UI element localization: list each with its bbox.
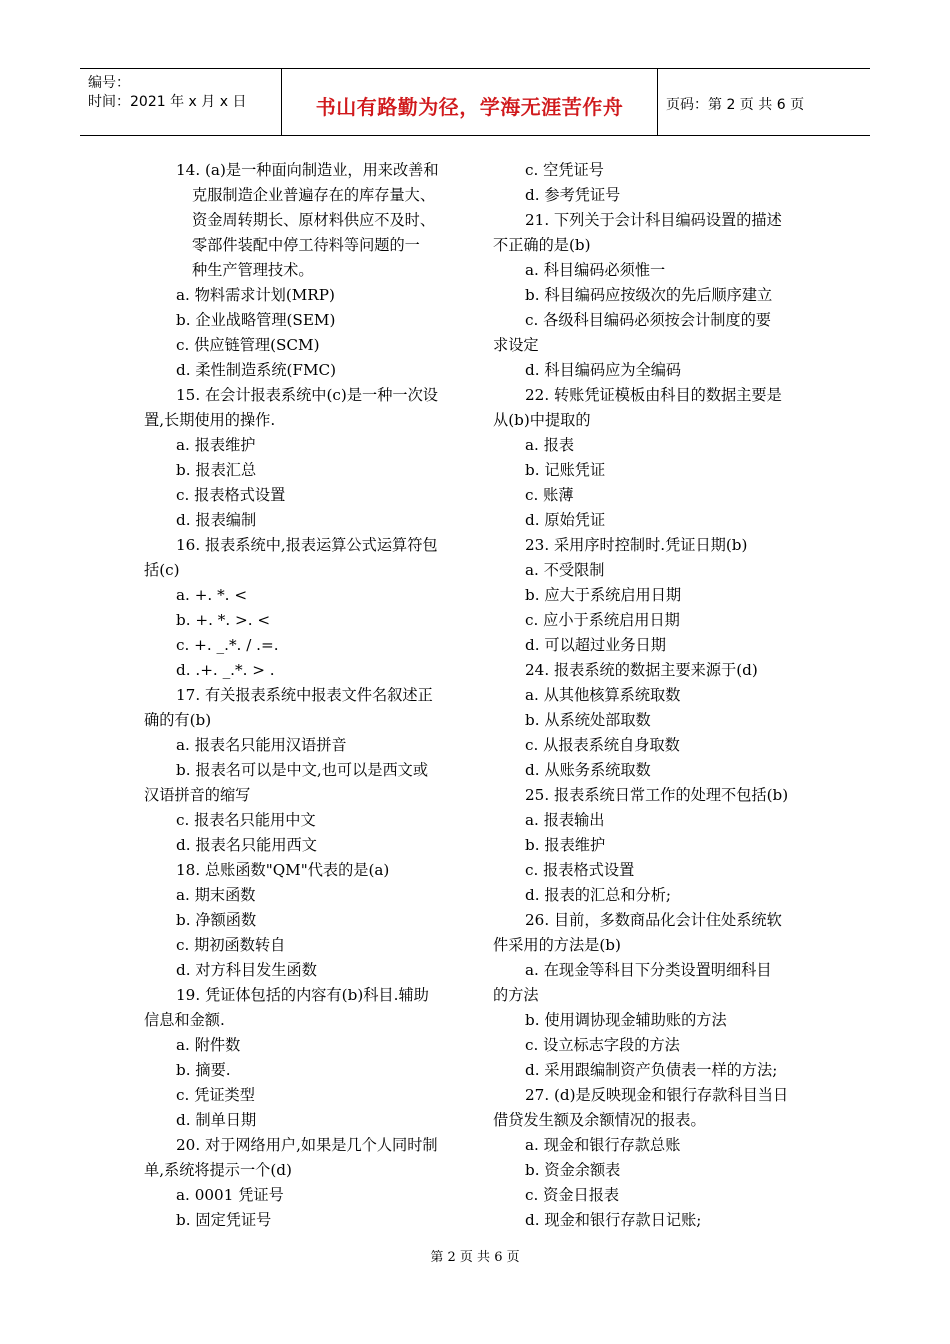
option-line: c. 各级科目编码必须按会计制度的要 <box>525 311 771 329</box>
question-line: 23. 采用序时控制时.凭证日期(b) <box>525 536 748 554</box>
option-line: c. 期初函数转自 <box>176 936 286 954</box>
option-line: a. 报表 <box>525 436 575 454</box>
option-line: b. +. *. >. < <box>176 611 271 629</box>
option-line: c. +. _.*. / .=. <box>176 636 279 654</box>
question-continuation-line: 种生产管理技术。 <box>192 261 314 279</box>
question-continuation-line: 件采用的方法是(b) <box>493 936 621 954</box>
option-line: c. 报表格式设置 <box>176 486 286 504</box>
header-meta-cell <box>80 69 282 135</box>
question-continuation-line: 求设定 <box>493 336 539 354</box>
option-line: c. 资金日报表 <box>525 1186 620 1204</box>
page-number-info: 页码：第 2 页 共 6 页 <box>666 97 805 113</box>
question-continuation-line: 不正确的是(b) <box>493 236 591 254</box>
option-line: d. 采用跟编制资产负债表一样的方法; <box>525 1061 778 1079</box>
option-line: b. 报表名可以是中文,也可以是西文或 <box>176 761 429 779</box>
header-motto-cell <box>282 69 658 135</box>
option-line: b. 应大于系统启用日期 <box>525 586 682 604</box>
motto-text: 书山有路勤为径，学海无涯苦作舟 <box>315 95 624 119</box>
question-line: 15. 在会计报表系统中(c)是一种一次设 <box>176 386 438 404</box>
question-continuation-line: 括(c) <box>144 561 180 579</box>
option-line: a. 物料需求计划(MRP) <box>176 286 335 304</box>
question-line: 14. (a)是一种面向制造业，用来改善和 <box>176 161 439 179</box>
option-line: a. 不受限制 <box>525 561 605 579</box>
question-line: 16. 报表系统中,报表运算公式运算符包 <box>176 536 438 554</box>
document-number-label: 编号： <box>88 75 130 91</box>
option-line: a. 科目编码必须惟一 <box>525 261 666 279</box>
option-line: a. 0001 凭证号 <box>176 1186 284 1204</box>
option-line: b. 资金余额表 <box>525 1161 621 1179</box>
option-line: c. 账薄 <box>525 486 574 504</box>
option-line: d. 报表编制 <box>176 511 257 529</box>
question-continuation-line: 信息和金额. <box>144 1011 225 1029</box>
document-date-label: 时间：2021 年 x 月 x 日 <box>88 94 247 110</box>
question-continuation-line: 确的有(b) <box>144 711 212 729</box>
question-line: 26. 目前，多数商品化会计住处系统软 <box>525 911 782 929</box>
option-line: b. 从系统处部取数 <box>525 711 651 729</box>
option-line: b. 摘要. <box>176 1061 231 1079</box>
option-line: b. 净额函数 <box>176 911 257 929</box>
option-line: c. 应小于系统启用日期 <box>525 611 680 629</box>
option-line: b. 记账凭证 <box>525 461 606 479</box>
option-line: d. 对方科目发生函数 <box>176 961 317 979</box>
question-line: 22. 转账凭证模板由科目的数据主要是 <box>525 386 782 404</box>
question-line: 17. 有关报表系统中报表文件名叙述正 <box>176 686 433 704</box>
page-footer: 第 2 页 共 6 页 <box>430 1250 520 1265</box>
option-line: c. 报表名只能用中文 <box>176 811 316 829</box>
header-page-cell <box>658 69 870 135</box>
question-continuation-line: 汉语拼音的缩写 <box>144 786 251 804</box>
option-line: d. 原始凭证 <box>525 511 606 529</box>
question-continuation-line: 的方法 <box>493 986 539 1004</box>
option-line: b. 报表汇总 <box>176 461 257 479</box>
question-continuation-line: 置,长期使用的操作. <box>144 411 276 429</box>
option-line: c. 设立标志字段的方法 <box>525 1036 680 1054</box>
question-line: 27. (d)是反映现金和银行存款科目当日 <box>525 1086 789 1104</box>
option-line: d. 制单日期 <box>176 1111 257 1129</box>
option-line: d. 科目编码应为全编码 <box>525 361 682 379</box>
question-continuation-line: 从(b)中提取的 <box>493 411 591 429</box>
option-line: c. 凭证类型 <box>176 1086 255 1104</box>
option-line: d. 可以超过业务日期 <box>525 636 666 654</box>
option-line: a. 在现金等科目下分类设置明细科目 <box>525 961 772 979</box>
option-line: a. 期末函数 <box>176 886 256 904</box>
option-line: b. 固定凭证号 <box>176 1211 272 1229</box>
option-line: c. 从报表系统自身取数 <box>525 736 680 754</box>
option-line: c. 供应链管理(SCM) <box>176 336 320 354</box>
option-line: d. 柔性制造系统(FMC) <box>176 361 337 379</box>
question-continuation-line: 零部件装配中停工待料等问题的一 <box>192 236 420 254</box>
option-line: a. 现金和银行存款总账 <box>525 1136 681 1154</box>
question-line: 18. 总账函数"QM"代表的是(a) <box>176 861 390 879</box>
option-line: a. 报表名只能用汉语拼音 <box>176 736 347 754</box>
option-line: c. 报表格式设置 <box>525 861 635 879</box>
option-line: b. 使用调协现金辅助账的方法 <box>525 1011 727 1029</box>
question-continuation-line: 克服制造企业普遍存在的库存量大、 <box>192 186 435 204</box>
option-line: b. 科目编码应按级次的先后顺序建立 <box>525 286 773 304</box>
question-continuation-line: 借贷发生额及余额情况的报表。 <box>493 1111 706 1129</box>
question-line: 25. 报表系统日常工作的处理不包括(b) <box>525 786 789 804</box>
option-line: d. 从账务系统取数 <box>525 761 651 779</box>
question-line: 20. 对于网络用户,如果是几个人同时制 <box>176 1136 438 1154</box>
page-header <box>80 68 870 136</box>
question-line: 24. 报表系统的数据主要来源于(d) <box>525 661 758 679</box>
option-line: c. 空凭证号 <box>525 161 604 179</box>
option-line: d. 参考凭证号 <box>525 186 621 204</box>
question-continuation-line: 单,系统将提示一个(d) <box>144 1161 292 1179</box>
option-line: d. 报表的汇总和分析; <box>525 886 671 904</box>
option-line: a. 附件数 <box>176 1036 241 1054</box>
option-line: a. 报表输出 <box>525 811 605 829</box>
question-line: 19. 凭证体包括的内容有(b)科目.辅助 <box>176 986 429 1004</box>
option-line: d. .+. _.*. > . <box>176 661 275 679</box>
option-line: a. 从其他核算系统取数 <box>525 686 681 704</box>
option-line: a. +. *. < <box>176 586 248 604</box>
question-line: 21. 下列关于会计科目编码设置的描述 <box>525 211 782 229</box>
option-line: b. 企业战略管理(SEM) <box>176 311 336 329</box>
option-line: d. 报表名只能用西文 <box>176 836 317 854</box>
question-continuation-line: 资金周转期长、原材料供应不及时、 <box>192 211 435 229</box>
option-line: a. 报表维护 <box>176 436 256 454</box>
option-line: b. 报表维护 <box>525 836 606 854</box>
option-line: d. 现金和银行存款日记账; <box>525 1211 702 1229</box>
